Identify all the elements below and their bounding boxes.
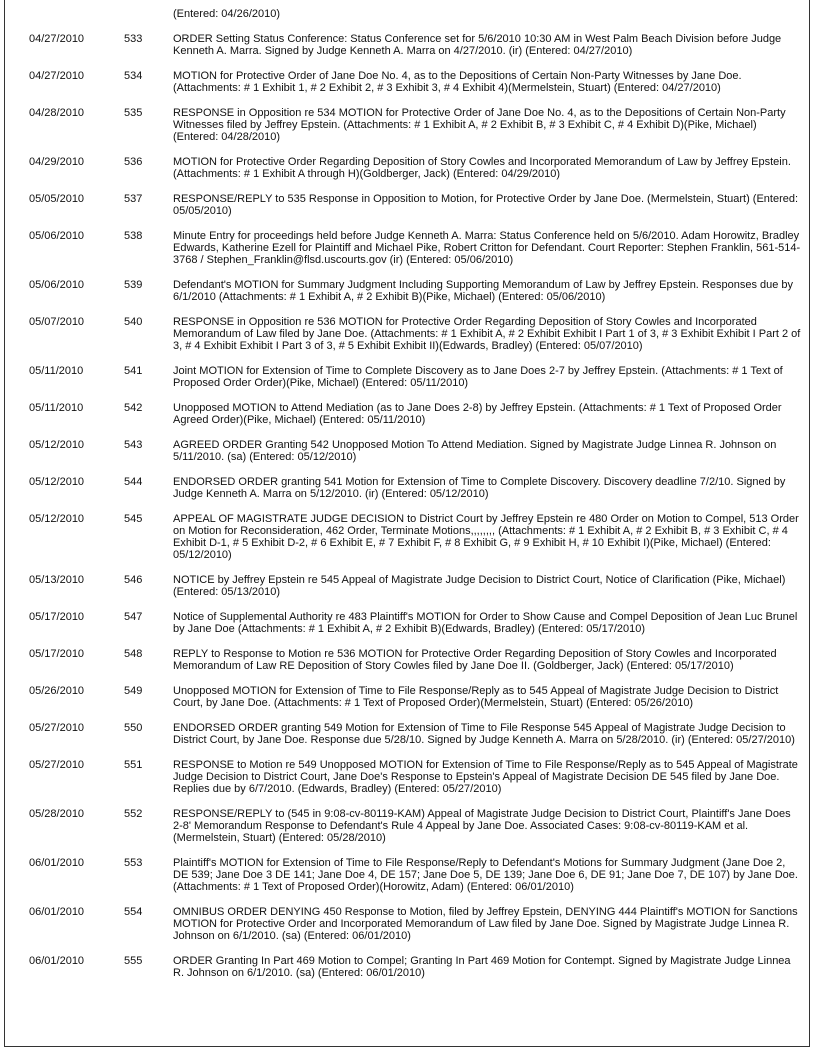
entry-number: 533	[124, 33, 143, 45]
docket-frame	[4, 0, 810, 1047]
docket-entry-row	[5, 230, 803, 279]
entry-text: Defendant's MOTION for Summary Judgment Including Supporting Memorandum of Law by Jeffrey Epstein. Responses due by 6/1/2010 (Attachments: # 1 Exhibit A, # 2 Exhibit B)(Pike, Michael) (Entered: 05/06/2010)	[173, 279, 794, 303]
entry-date: 05/12/2010	[29, 513, 85, 525]
docket-entry-row	[5, 759, 803, 808]
entry-text: MOTION for Protective Order of Jane Doe No. 4, as to the Depositions of Certain Non-Party Witnesses by Jane Doe. (Attachments: # 1 Exhibit 1, # 2 Exhibit 2, # 3 Exhibit 3, # 4 Exhibit 4)(Mermelstein, Stuart) (Entered: 04/27/2010)	[173, 70, 742, 94]
entry-number: 535	[124, 107, 143, 119]
entry-date: 05/13/2010	[29, 574, 85, 586]
docket-entry-row	[5, 685, 803, 722]
docket-entry-row	[5, 906, 803, 955]
docket-entry-row	[5, 316, 803, 365]
entry-number: 547	[124, 611, 143, 623]
entry-text: Unopposed MOTION to Attend Mediation (as to Jane Does 2-8) by Jeffrey Epstein. (Attachments: # 1 Text of Proposed Order Agreed Order)(Pike, Michael) (Entered: 05/11/2010)	[173, 402, 782, 426]
docket-entry-row	[5, 439, 803, 476]
entry-date: 05/27/2010	[29, 722, 85, 734]
continued-row	[5, 8, 803, 33]
entry-date: 05/27/2010	[29, 759, 85, 771]
continued-text: (Entered: 04/26/2010)	[173, 8, 281, 20]
entry-text: RESPONSE/REPLY to (545 in 9:08-cv-80119-KAM) Appeal of Magistrate Judge Decision to District Court, Plaintiff's Jane Does 2-8' Memorandum Response to Defendant's Rule 4 Appeal by Jane Doe. Associated Cases: 9:08-cv-80119-KAM et al.(Mermelstein, Stuart) (Entered: 05/28/2010)	[173, 808, 791, 844]
continued-date-cell	[5, 8, 101, 33]
entry-date: 06/01/2010	[29, 955, 85, 967]
entry-text: ENDORSED ORDER granting 549 Motion for Extension of Time to File Response 545 Appeal of Magistrate Judge Decision to District Court, by Jane Doe. Response due 5/28/10. Signed by Judge Kenneth A. Marra on 5/28/2010. (ir) (Entered: 05/27/2010)	[173, 722, 795, 746]
entry-date: 05/12/2010	[29, 476, 85, 488]
docket-entry-row	[5, 648, 803, 685]
entry-date: 04/27/2010	[29, 70, 85, 82]
entry-text: OMNIBUS ORDER DENYING 450 Response to Motion, filed by Jeffrey Epstein, DENYING 444 Plaintiff's MOTION for Sanctions MOTION for Protective Order and Incorporated Memorandum of Law filed by Jane Doe. Signed by Magistrate Judge Linnea R. Johnson on 6/1/2010. (sa) (Entered: 06/01/2010)	[173, 906, 798, 942]
entry-text: REPLY to Response to Motion re 536 MOTION for Protective Order Regarding Deposition of Story Cowles and Incorporated Memorandum of Law RE Deposition of Story Cowles filed by Jane Doe II. (Goldberger, Jack) (Entered: 05/17/2010)	[173, 648, 777, 672]
entry-number: 543	[124, 439, 143, 451]
docket-entry-row	[5, 107, 803, 156]
docket-entry-row	[5, 70, 803, 107]
entry-text: Unopposed MOTION for Extension of Time to File Response/Reply as to 545 Appeal of Magistrate Judge Decision to District Court, by Jane Doe. (Attachments: # 1 Text of Proposed Order)(Mermelstein, Stuart) (Entered: 05/26/2010)	[173, 685, 779, 709]
entry-number: 537	[124, 193, 143, 205]
entry-number: 551	[124, 759, 143, 771]
docket-entry-row	[5, 808, 803, 857]
entry-date: 05/12/2010	[29, 439, 85, 451]
docket-entry-row	[5, 513, 803, 574]
entry-number: 554	[124, 906, 143, 918]
docket-entry-row	[5, 279, 803, 316]
docket-entry-row	[5, 33, 803, 70]
docket-entry-row	[5, 574, 803, 611]
entry-number: 540	[124, 316, 143, 328]
docket-entry-row	[5, 402, 803, 439]
entry-number: 548	[124, 648, 143, 660]
entry-number: 545	[124, 513, 143, 525]
entry-date: 06/01/2010	[29, 857, 85, 869]
entry-date: 05/05/2010	[29, 193, 85, 205]
entry-date: 04/28/2010	[29, 107, 85, 119]
entry-number: 542	[124, 402, 143, 414]
entry-date: 05/26/2010	[29, 685, 85, 697]
entry-date: 05/17/2010	[29, 611, 85, 623]
docket-entry-row	[5, 955, 803, 992]
entry-date: 05/11/2010	[29, 365, 84, 377]
continued-number-cell	[101, 8, 173, 33]
entry-date: 06/01/2010	[29, 906, 85, 918]
entry-text: ORDER Setting Status Conference: Status Conference set for 5/6/2010 10:30 AM in West Palm Beach Division before Judge Kenneth A. Marra. Signed by Judge Kenneth A. Marra on 4/27/2010. (ir) (Entered: 04/27/2010)	[173, 33, 782, 57]
entry-text: ENDORSED ORDER granting 541 Motion for Extension of Time to Complete Discovery. Discovery deadline 7/2/10. Signed by Judge Kenneth A. Marra on 5/12/2010. (ir) (Entered: 05/12/2010)	[173, 476, 786, 500]
entry-date: 04/27/2010	[29, 33, 85, 45]
entry-date: 05/07/2010	[29, 316, 85, 328]
entry-text: RESPONSE to Motion re 549 Unopposed MOTION for Extension of Time to File Response/Reply as to 545 Appeal of Magistrate Judge Decision to District Court, Jane Doe's Response to Epstein's Appeal of Magistrate Decision DE 545 filed by Jane Doe. Replies due by 6/7/2010. (Edwards, Bradley) (Entered: 05/27/2010)	[173, 759, 798, 795]
docket-entry-row	[5, 857, 803, 906]
entry-text: RESPONSE in Opposition re 534 MOTION for Protective Order of Jane Doe No. 4, as to the Depositions of Certain Non-Party Witnesses filed by Jeffrey Epstein. (Attachments: # 1 Exhibit A, # 2 Exhibit B, # 3 Exhibit C, # 4 Exhibit D)(Pike, Michael) (Entered: 04/28/2010)	[173, 107, 786, 143]
entry-text: MOTION for Protective Order Regarding Deposition of Story Cowles and Incorporated Memorandum of Law by Jeffrey Epstein. (Attachments: # 1 Exhibit A through H)(Goldberger, Jack) (Entered: 04/29/2010)	[173, 156, 791, 180]
entry-text: Plaintiff's MOTION for Extension of Time to File Response/Reply to Defendant's Motions for Summary Judgment (Jane Doe 2, DE 539; Jane Doe 3 DE 141; Jane Doe 4, DE 157; Jane Doe 5, DE 139; Jane Doe 6, DE 91; Jane Doe 7, DE 107) by Jane Doe. (Attachments: # 1 Text of Proposed Order)(Horowitz, Adam) (Entered: 06/01/2010)	[173, 857, 798, 893]
entry-date: 05/06/2010	[29, 230, 85, 242]
entry-number: 550	[124, 722, 143, 734]
entry-number: 541	[124, 365, 143, 377]
entry-date: 04/29/2010	[29, 156, 85, 168]
docket-entry-row	[5, 365, 803, 402]
entry-date: 05/06/2010	[29, 279, 85, 291]
entry-date: 05/17/2010	[29, 648, 85, 660]
entry-text: Notice of Supplemental Authority re 483 Plaintiff's MOTION for Order to Show Cause and Compel Deposition of Jean Luc Brunel by Jane Doe (Attachments: # 1 Exhibit A, # 2 Exhibit B)(Edwards, Bradley) (Entered: 05/17/2010)	[173, 611, 798, 635]
entry-text: Joint MOTION for Extension of Time to Complete Discovery as to Jane Does 2-7 by Jeffrey Epstein. (Attachments: # 1 Text of Proposed Order Order)(Pike, Michael) (Entered: 05/11/2010)	[173, 365, 783, 389]
entry-number: 536	[124, 156, 143, 168]
docket-entry-row	[5, 156, 803, 193]
entry-number: 553	[124, 857, 143, 869]
entry-number: 544	[124, 476, 143, 488]
docket-entry-row	[5, 193, 803, 230]
docket-entry-row	[5, 611, 803, 648]
entry-text: AGREED ORDER Granting 542 Unopposed Motion To Attend Mediation. Signed by Magistrate Judge Linnea R. Johnson on 5/11/2010. (sa) (Entered: 05/12/2010)	[173, 439, 777, 463]
entry-text: Minute Entry for proceedings held before Judge Kenneth A. Marra: Status Conference held on 5/6/2010. Adam Horowitz, Bradley Edwards, Katherine Ezell for Plaintiff and Michael Pike, Robert Critton for Defendant. Court Reporter: Stephen Franklin, 561-514-3768 / Stephen_Franklin@flsd.uscourts.gov (ir) (Entered: 05/06/2010)	[173, 230, 801, 266]
entry-number: 549	[124, 685, 143, 697]
docket-table	[5, 8, 803, 992]
entry-text: RESPONSE/REPLY to 535 Response in Opposition to Motion, for Protective Order by Jane Doe. (Mermelstein, Stuart) (Entered: 05/05/2010)	[173, 193, 799, 217]
entry-text: APPEAL OF MAGISTRATE JUDGE DECISION to District Court by Jeffrey Epstein re 480 Order on Motion to Compel, 513 Order on Motion for Reconsideration, 462 Order, Terminate Motions,,,,,,,, (Attachments: # 1 Exhibit A, # 2 Exhibit B, # 3 Exhibit C, # 4 Exhibit D-1, # 5 Exhibit D-2, # 6 Exhibit E, # 7 Exhibit F, # 8 Exhibit G, # 9 Exhibit H, # 10 Exhibit I)(Pike, Michael) (Entered: 05/12/2010)	[173, 513, 799, 561]
docket-entry-row	[5, 722, 803, 759]
entry-text: NOTICE by Jeffrey Epstein re 545 Appeal of Magistrate Judge Decision to District Court, Notice of Clarification (Pike, Michael) (Entered: 05/13/2010)	[173, 574, 786, 598]
entry-number: 534	[124, 70, 143, 82]
entry-text: RESPONSE in Opposition re 536 MOTION for Protective Order Regarding Deposition of Story Cowles and Incorporated Memorandum of Law filed by Jane Doe. (Attachments: # 1 Exhibit A, # 2 Exhibit Exhibit I Part 1 of 3, # 3 Exhibit Exhibit I Part 2 of 3, # 4 Exhibit Exhibit I Part 3 of 3, # 5 Exhibit Exhibit II)(Edwards, Bradley) (Entered: 05/07/2010)	[173, 316, 801, 352]
docket-entry-row	[5, 476, 803, 513]
entry-number: 555	[124, 955, 143, 967]
entry-number: 546	[124, 574, 143, 586]
entry-number: 539	[124, 279, 143, 291]
entry-number: 552	[124, 808, 143, 820]
entry-text: ORDER Granting In Part 469 Motion to Compel; Granting In Part 469 Motion for Contempt. Signed by Magistrate Judge Linnea R. Johnson on 6/1/2010. (sa) (Entered: 06/01/2010)	[173, 955, 791, 979]
entry-number: 538	[124, 230, 143, 242]
entry-date: 05/11/2010	[29, 402, 84, 414]
entry-date: 05/28/2010	[29, 808, 85, 820]
